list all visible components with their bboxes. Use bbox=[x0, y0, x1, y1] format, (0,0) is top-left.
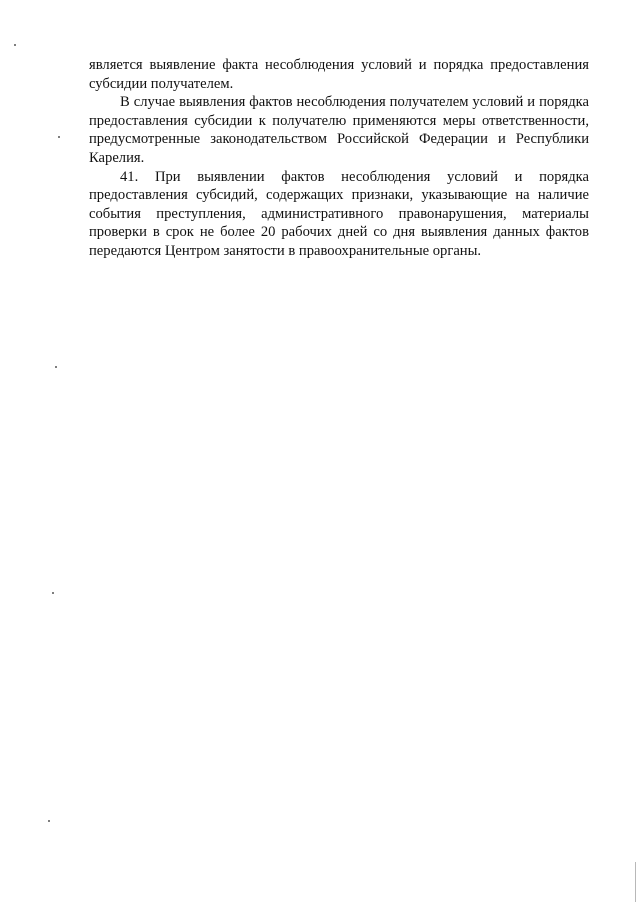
paragraph-continuation: является выявление факта несоблюдения условий и порядка предоставления субсидии получателем. bbox=[89, 57, 589, 92]
paragraph-responsibility: В случае выявления фактов несоблюдения получателем условий и порядка предоставления субсидии к получателю применяются меры ответственности, предусмотренные законодательством Российской Федерации и Республики Карелия. bbox=[89, 94, 589, 166]
document-body bbox=[89, 56, 589, 261]
scan-speck bbox=[48, 820, 50, 822]
scan-speck bbox=[52, 592, 54, 594]
scan-speck bbox=[14, 44, 16, 46]
paragraph-41: 41. При выявлении фактов несоблюдения условий и порядка предоставления субсидий, содержащих признаки, указывающие на наличие события преступления, административного правонарушения, материалы проверки в срок не более 20 рабочих дней со дня выявления данных фактов передаются Центром занятости в правоохранительные органы. bbox=[89, 168, 589, 259]
scan-speck bbox=[58, 136, 60, 138]
scan-edge-line bbox=[635, 862, 636, 902]
scan-speck bbox=[55, 366, 57, 368]
